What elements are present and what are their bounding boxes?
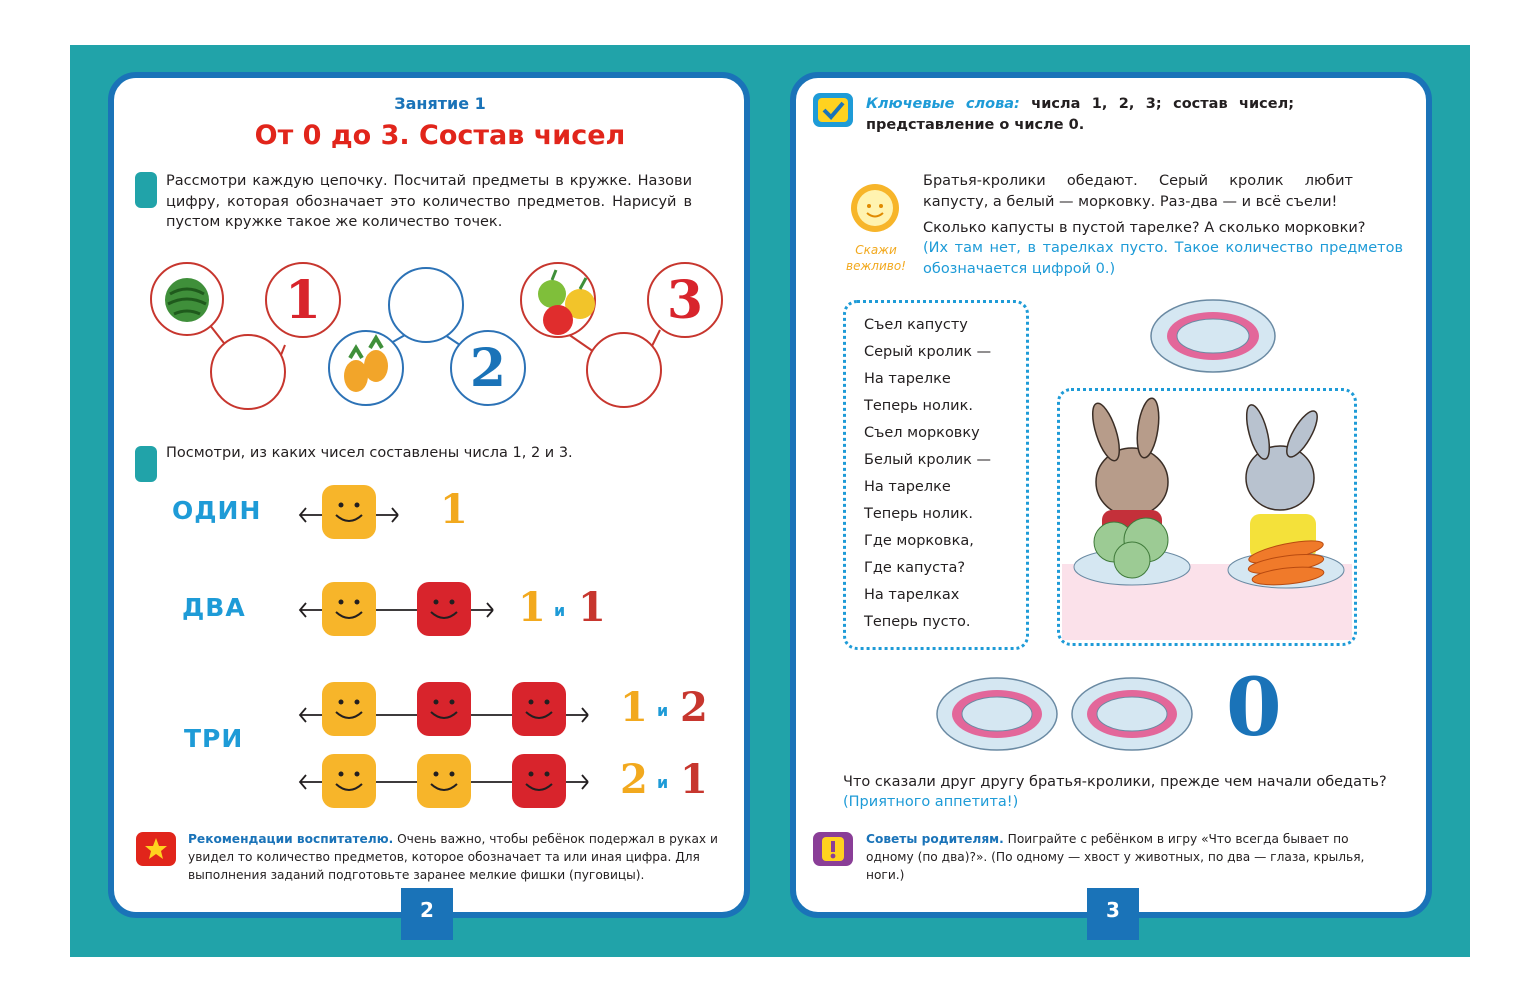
answer-text: (Их там нет, в тарелках пусто. Такое количество предметов обозначается цифрой 0.)	[923, 240, 1403, 277]
poem-line: Теперь нолик.	[864, 506, 973, 522]
lesson-label: Занятие 1	[394, 94, 486, 113]
note-text: Очень важно, чтобы ребёнок подержал в руках и увидел то количество предметов, которое обозначает та или иная цифра. Для выполнения заданий подготовьте заранее мелкие фишки (пуговицы).	[188, 832, 718, 882]
circle-pineapples	[328, 330, 404, 406]
digit-zero: 0	[1226, 660, 1282, 754]
task-marker	[135, 172, 157, 208]
apples-icon	[522, 264, 612, 344]
poem-line: Где морковка,	[864, 533, 974, 549]
sum-b: 1	[680, 756, 708, 803]
keywords-label: Ключевые слова:	[866, 96, 1020, 112]
and-label: и	[657, 701, 669, 720]
rabbits-illustration	[1062, 392, 1352, 642]
sum-a: 1	[518, 584, 546, 631]
poem	[864, 312, 991, 636]
exclamation-icon	[813, 832, 853, 866]
task-1-text: Рассмотри каждую цепочку. Посчитай предметы в кружке. Назови цифру, которая обозначает это количество предметов. Нарисуй в пустом кружке такое же количество точек.	[166, 173, 692, 230]
circle-watermelon	[150, 262, 224, 336]
smiley-red	[512, 682, 566, 736]
story-text: Братья-кролики обедают. Серый кролик любит капусту, а белый — морковку. Раз-два — и всё съели!	[923, 173, 1353, 210]
smiley-yellow	[322, 682, 376, 736]
smiley-yellow	[322, 485, 376, 539]
keywords	[866, 94, 1294, 135]
smiley-yellow	[417, 754, 471, 808]
star-icon	[136, 832, 176, 866]
task-marker	[135, 446, 157, 482]
and-label: и	[554, 601, 566, 620]
circle-digit-2	[450, 330, 526, 406]
poem-line: Теперь нолик.	[864, 398, 973, 414]
final-question: Что сказали друг другу братья-кролики, прежде чем начали обедать?	[843, 774, 1387, 790]
note-title: Рекомендации воспитателю.	[188, 832, 394, 846]
and-label: и	[657, 773, 669, 792]
poem-line: На тарелках	[864, 587, 960, 603]
poem-line: Теперь пусто.	[864, 614, 971, 630]
sun-caption: Скажи вежливо!	[846, 243, 906, 273]
poem-line: Белый кролик —	[864, 452, 992, 468]
poem-line: Съел капусту	[864, 317, 968, 333]
poem-line: Серый кролик —	[864, 344, 992, 360]
sun-icon	[842, 175, 908, 241]
word-three: ТРИ	[184, 724, 244, 753]
question-text: Сколько капусты в пустой тарелке? А сколько морковки?	[923, 220, 1366, 236]
sum-a: 1	[620, 684, 648, 731]
digit-1: 1	[284, 270, 322, 331]
parents-note	[866, 830, 1396, 884]
number-one: 1	[440, 486, 468, 533]
empty-circle-3[interactable]	[586, 332, 662, 408]
poem-line: На тарелке	[864, 479, 951, 495]
checkmark-icon	[813, 93, 853, 127]
note-title: Советы родителям.	[866, 832, 1004, 846]
watermelon-icon	[152, 264, 222, 334]
digit-3: 3	[666, 270, 704, 331]
page-number-left: 2	[401, 888, 453, 940]
pineapple-icon	[330, 332, 402, 404]
empty-plate-icon	[935, 674, 1060, 754]
circle-fruits	[520, 262, 596, 338]
poem-line: На тарелке	[864, 371, 951, 387]
sum-b: 1	[578, 584, 606, 631]
empty-plate-icon	[1070, 674, 1195, 754]
smiley-yellow	[322, 754, 376, 808]
keywords-text: числа 1, 2, 3; состав чисел; представление о числе 0.	[866, 96, 1295, 133]
word-two: ДВА	[182, 593, 246, 622]
task-2-text: Посмотри, из каких чисел составлены числа 1, 2 и 3.	[166, 445, 573, 461]
empty-circle-1[interactable]	[210, 334, 286, 410]
circle-digit-3	[647, 262, 723, 338]
page-title: От 0 до 3. Состав чисел	[254, 120, 626, 151]
sum-a: 2	[620, 756, 648, 803]
smiley-red	[417, 582, 471, 636]
note-text: Поиграйте с ребёнком в игру «Что всегда бывает по одному (по два)?». (По одному — хвост у животных, по два — глаза, крылья, ноги.)	[866, 832, 1365, 882]
poem-line: Где капуста?	[864, 560, 966, 576]
smiley-red	[512, 754, 566, 808]
smiley-yellow	[322, 582, 376, 636]
final-answer: (Приятного аппетита!)	[843, 794, 1019, 810]
digit-2: 2	[469, 338, 507, 399]
circle-digit-1	[265, 262, 341, 338]
empty-plate-icon	[1148, 296, 1278, 376]
page-number-right: 3	[1087, 888, 1139, 940]
smiley-red	[417, 682, 471, 736]
sum-b: 2	[680, 684, 708, 731]
teacher-note	[188, 830, 728, 884]
poem-line: Съел морковку	[864, 425, 980, 441]
word-one: ОДИН	[172, 496, 262, 525]
